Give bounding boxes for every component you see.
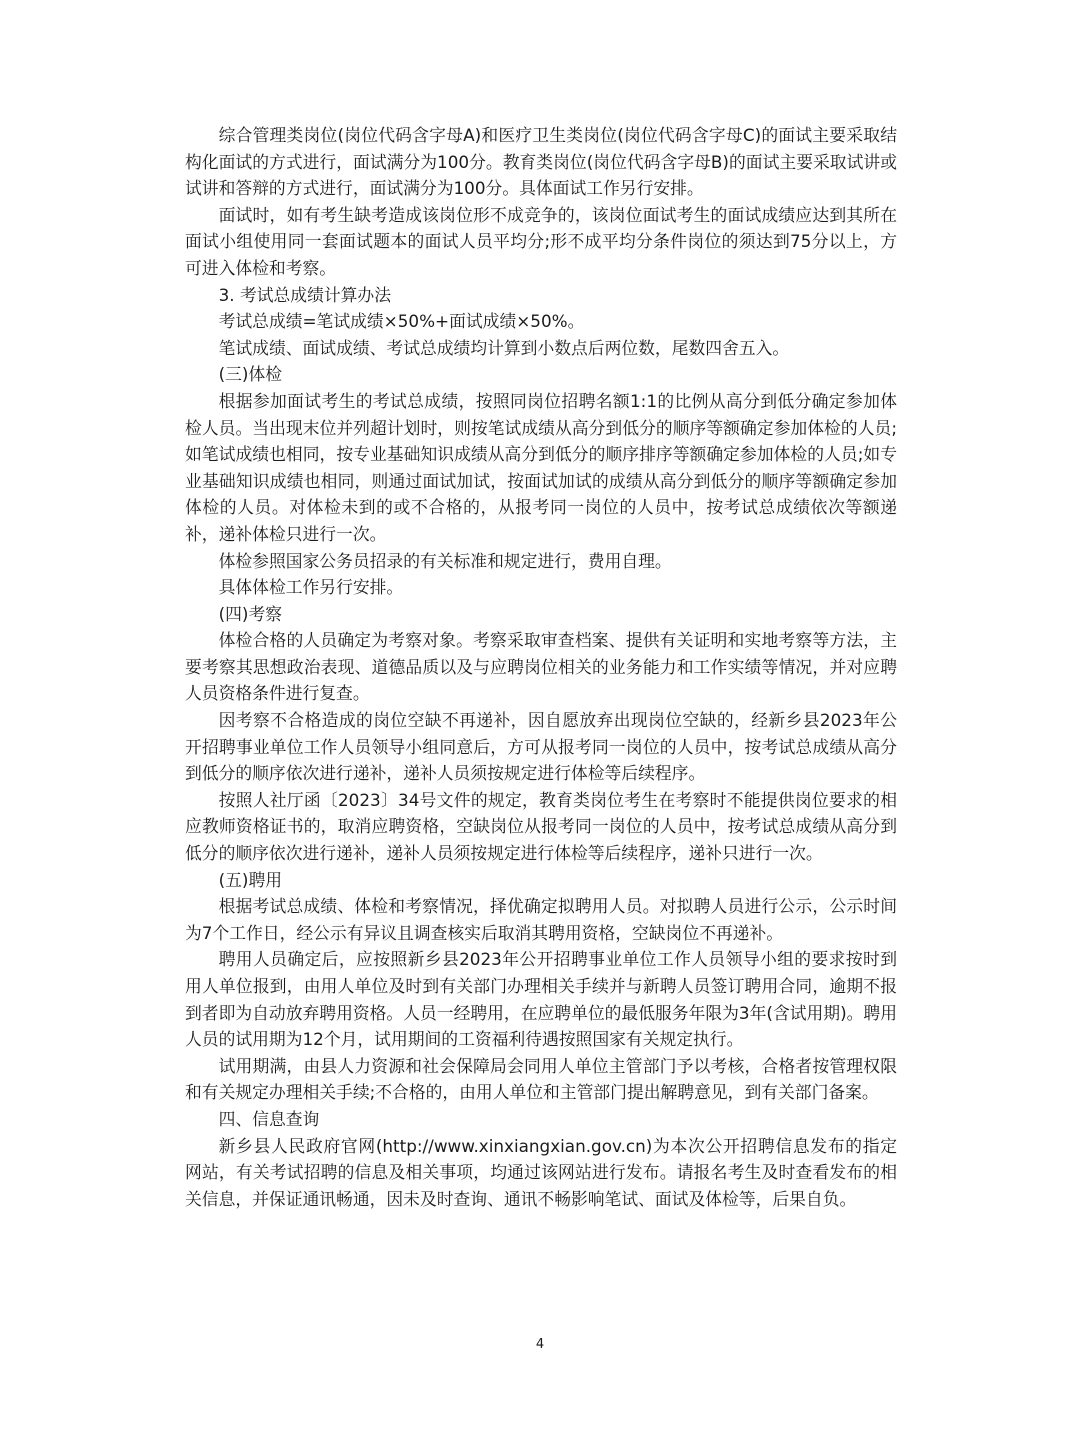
heading-inspection: (四)考察: [218, 603, 283, 624]
paragraph-teacher-certificate: 按照人社厅函〔2023〕34号文件的规定，教育类岗位考生在考察时不能提供岗位要求的相应教师资格证书的，取消应聘资格，空缺岗位从报考同一岗位的人员中，按考试总成绩从高分到低分的顺序依次进行递补，递补人员须按规定进行体检等后续程序，递补只进行一次。: [185, 789, 897, 864]
heading-physical-exam: (三)体检: [218, 364, 283, 385]
document-body: [185, 122, 897, 1212]
paragraph-inspection-vacancy: 因考察不合格造成的岗位空缺不再递补，因自愿放弃出现岗位空缺的，经新乡县2023年公开招聘事业单位工作人员领导小组同意后，方可从报考同一岗位的人员中，按考试总成绩从高分到低分的顺序依次进行递补，递补人员须按规定进行体检等后续程序。: [185, 710, 897, 784]
paragraph-total-score-formula: 考试总成绩=笔试成绩×50%+面试成绩×50%。: [218, 311, 585, 332]
paragraph-score-rounding: 笔试成绩、面试成绩、考试总成绩均计算到小数点后两位数，尾数四舍五入。: [218, 337, 790, 358]
page-number: 4: [535, 1337, 545, 1352]
paragraph-physical-exam-standards: 体检参照国家公务员招录的有关标准和规定进行，费用自理。: [218, 550, 672, 571]
paragraph-interview-method: 综合管理类岗位(岗位代码含字母A)和医疗卫生类岗位(岗位代码含字母C)的面试主要采取结构化面试的方式进行，面试满分为100分。教育类岗位(岗位代码含字母B)的面试主要采取试讲或试讲和答辩的方式进行，面试满分为100分。具体面试工作另行安排。: [185, 125, 897, 199]
paragraph-interview-absence: 面试时，如有考生缺考造成该岗位形不成竞争的，该岗位面试考生的面试成绩应达到其所在面试小组使用同一套面试题本的面试人员平均分;形不成平均分条件岗位的须达到75分以上，方可进入体检和考察。: [185, 204, 897, 278]
paragraph-employment-contract: 聘用人员确定后，应按照新乡县2023年公开招聘事业单位工作人员领导小组的要求按时到用人单位报到，由用人单位及时到有关部门办理相关手续并与新聘人员签订聘用合同，逾期不报到者即为自动放弃聘用资格。人员一经聘用，在应聘单位的最低服务年限为3年(含试用期)。聘用人员的试用期为12个月，试用期间的工资福利待遇按照国家有关规定执行。: [185, 949, 897, 1050]
heading-employment: (五)聘用: [218, 869, 283, 890]
paragraph-employment-publicity: 根据考试总成绩、体检和考察情况，择优确定拟聘用人员。对拟聘人员进行公示，公示时间为7个工作日，经公示有异议且调查核实后取消其聘用资格，空缺岗位不再递补。: [185, 896, 897, 943]
heading-total-score-method: 3. 考试总成绩计算办法: [218, 284, 391, 305]
paragraph-inspection-scope: 体检合格的人员确定为考察对象。考察采取审查档案、提供有关证明和实地考察等方法，主要考察其思想政治表现、道德品质以及与应聘岗位相关的业务能力和工作实绩等情况，并对应聘人员资格条件进行复查。: [185, 630, 897, 704]
heading-information-inquiry: 四、信息查询: [218, 1108, 320, 1129]
paragraph-official-website: 新乡县人民政府官网(http://www.xinxiangxian.gov.cn)为本次公开招聘信息发布的指定网站，有关考试招聘的信息及相关事项，均通过该网站进行发布。请报名考生及时查看发布的相关信息，并保证通讯畅通，因未及时查询、通讯不畅影响笔试、面试及体检等，后果自负。: [185, 1135, 897, 1209]
paragraph-physical-exam-arrangement: 具体体检工作另行安排。: [218, 577, 404, 598]
paragraph-physical-exam-selection: 根据参加面试考生的考试总成绩，按照同岗位招聘名额1:1的比例从高分到低分确定参加体检人员。当出现末位并列超计划时，则按笔试成绩从高分到低分的顺序等额确定参加体检的人员;如笔试成绩也相同，按专业基础知识成绩从高分到低分的顺序排序等额确定参加体检的人员;如专业基础知识成绩也相同，则通过面试加试，按面试加试的成绩从高分到低分的顺序等额确定参加体检的人员。对体检未到的或不合格的，从报考同一岗位的人员中，按考试总成绩依次等额递补，递补体检只进行一次。: [185, 390, 897, 544]
paragraph-probation-assessment: 试用期满，由县人力资源和社会保障局会同用人单位主管部门予以考核，合格者按管理权限和有关规定办理相关手续;不合格的，由用人单位和主管部门提出解聘意见，到有关部门备案。: [185, 1055, 897, 1103]
